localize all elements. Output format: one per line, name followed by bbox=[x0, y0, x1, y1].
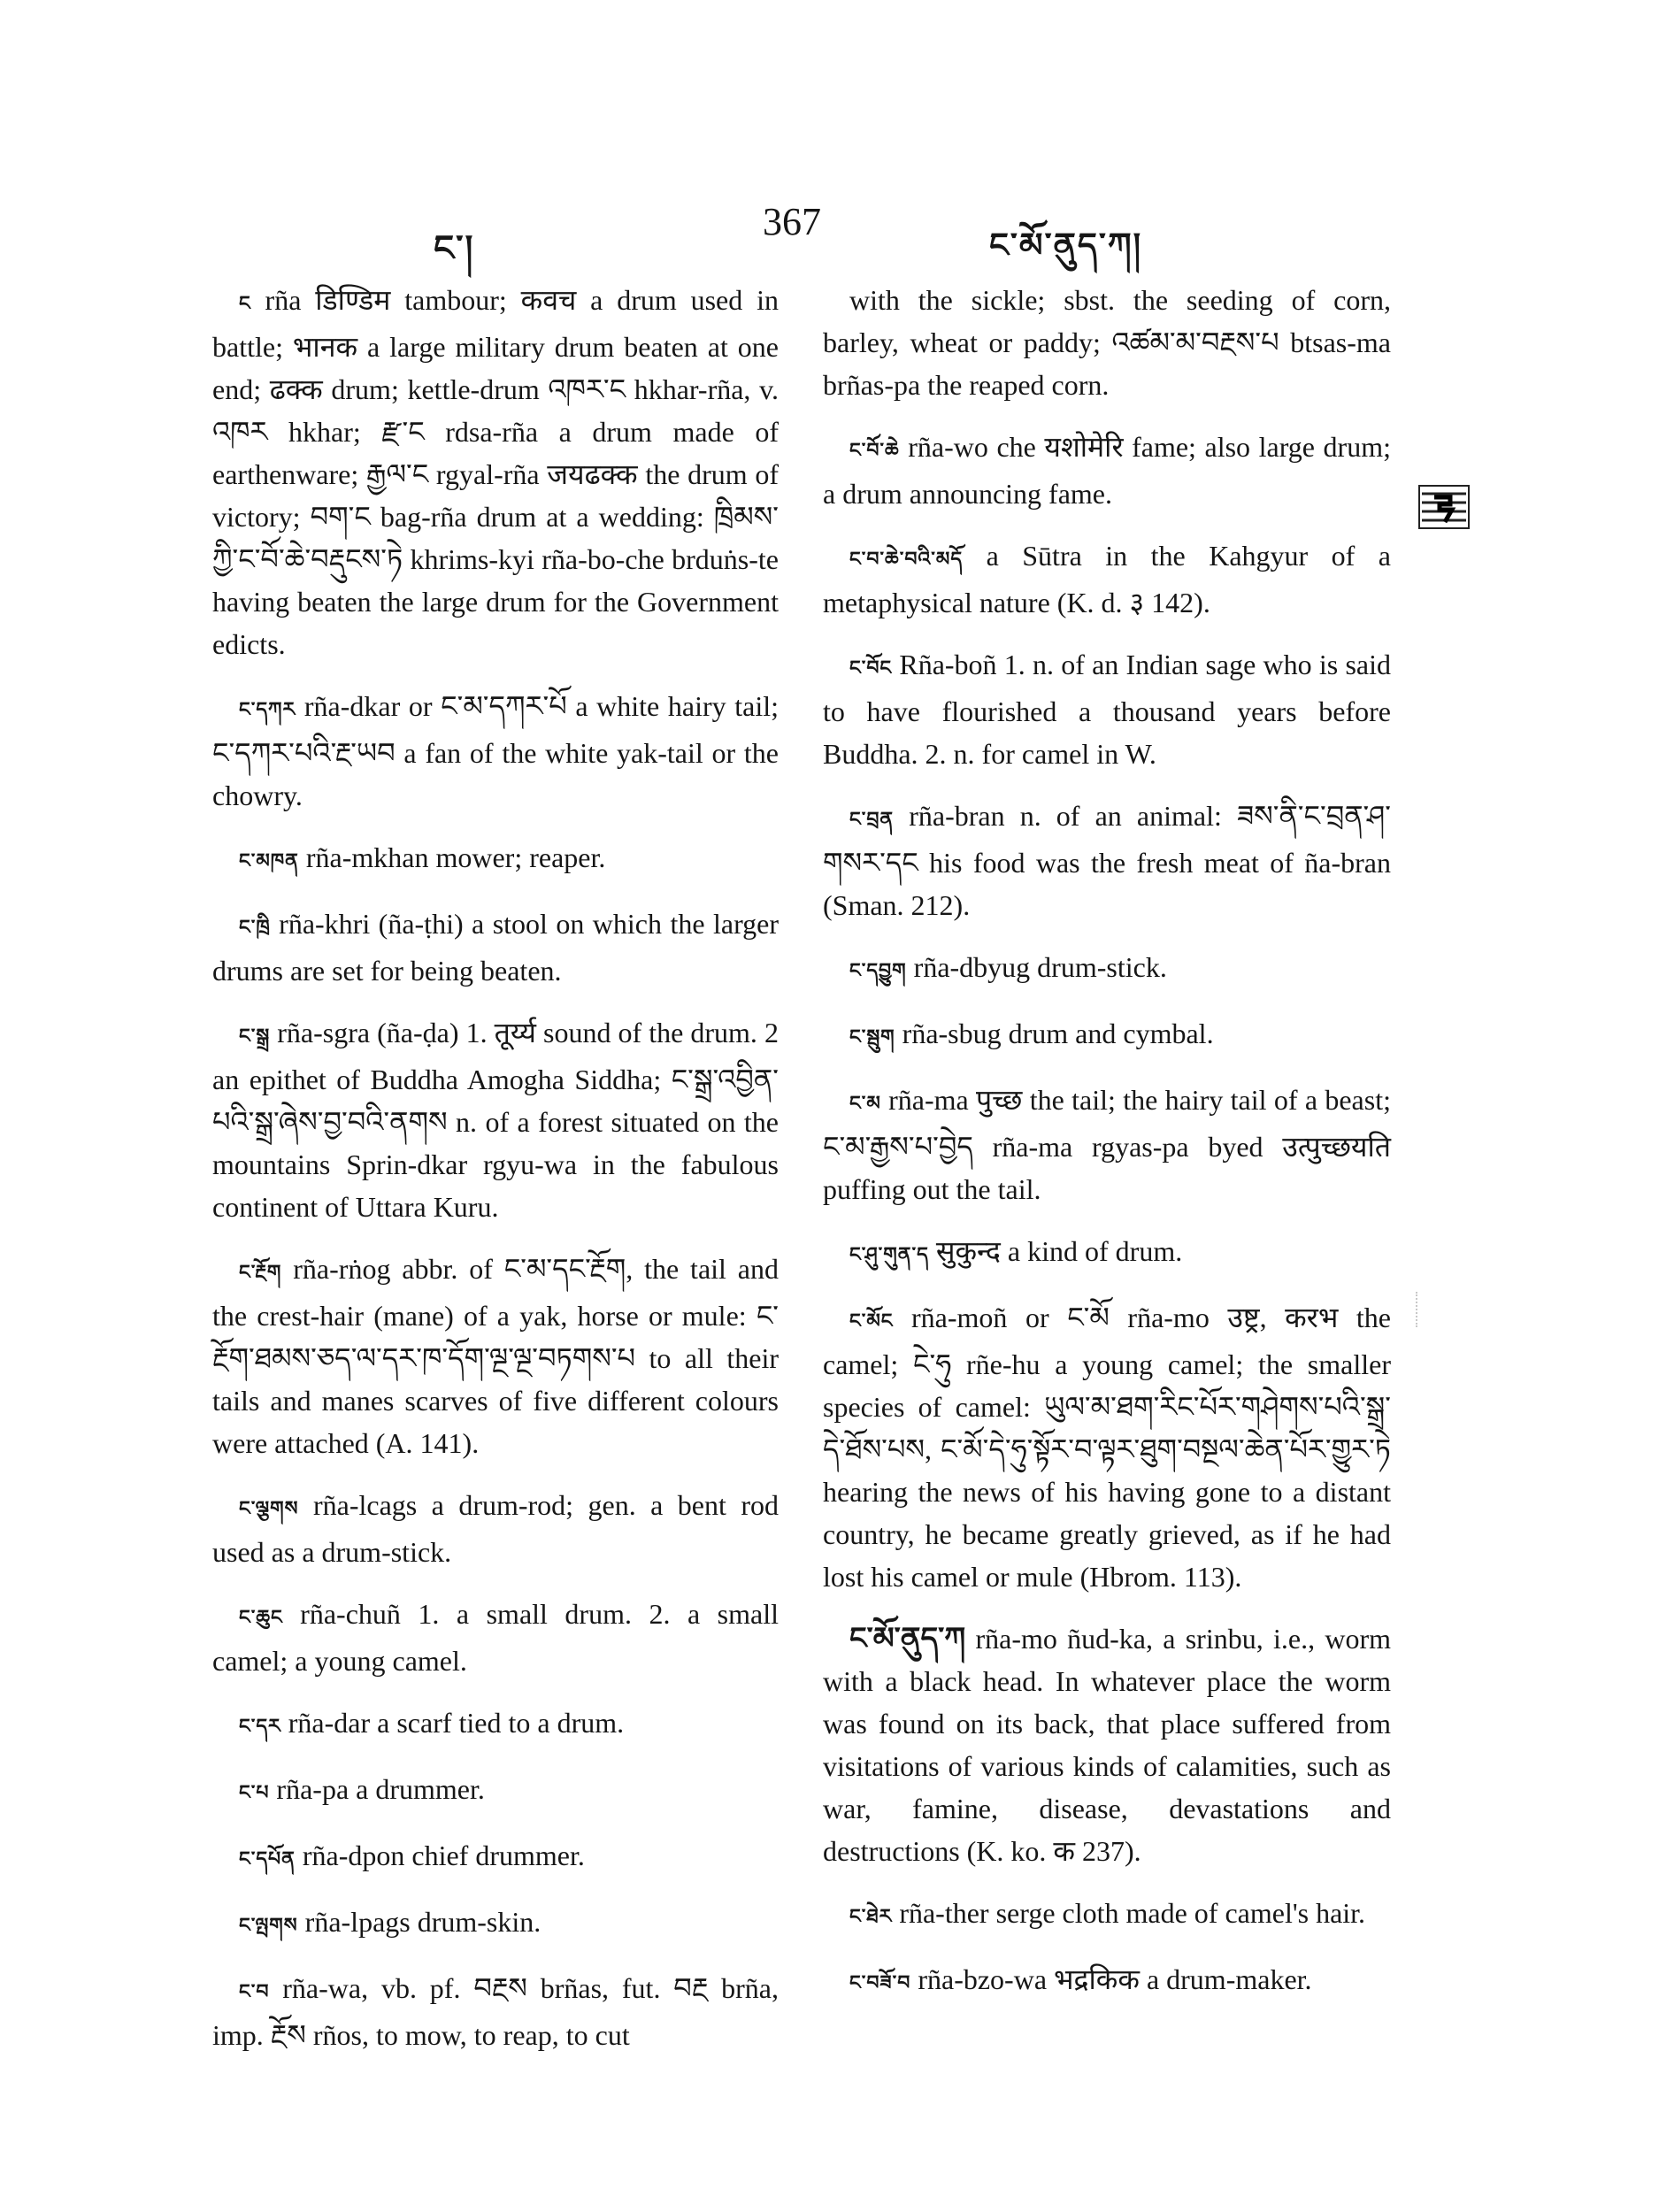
dictionary-entry bbox=[212, 1768, 779, 1815]
entry-definition: rña-pa a drummer. bbox=[269, 1773, 485, 1805]
page-number: 367 bbox=[763, 200, 821, 243]
entry-headword: ང་བོང bbox=[849, 657, 893, 680]
entry-definition: rña-lcags a drum-rod; gen. a bent rod used as a drum-stick. bbox=[212, 1489, 779, 1568]
dictionary-entry bbox=[823, 795, 1391, 926]
dictionary-entry bbox=[823, 1296, 1391, 1598]
entry-definition: rña डिण्डिम tambour; कवच a drum used in battle; भानक a large military drum beaten at one end; ढक्क drum; kettle-drum འཁར་ང hkhar-rña, v. འཁར hkhar; རྫ་ང rdsa-rña a drum made of earthenware; རྒྱལ་ང rgyal-rña जयढक्क the drum of victory; བག་ང bag-rña drum at a wedding: ཁྲིམས་ཀྱི་ང་བོ་ཆེ་བརྡུངས་ཏེ khrims-kyi rña-bo-che brduṅs-te having beaten the large drum for the Government edicts. bbox=[212, 284, 779, 660]
entry-headword: ང་ཤུ་གུན་ད bbox=[849, 1244, 929, 1266]
entry-headword: ང་དར bbox=[239, 1716, 281, 1738]
entry-headword: ང་བོ་ཆེ bbox=[849, 440, 900, 462]
entry-headword: ང་མཁན bbox=[239, 850, 299, 872]
dictionary-entry bbox=[823, 1079, 1391, 1210]
entry-definition: rña-wo che यशोमेरि fame; also large drum; a drum announcing fame. bbox=[823, 431, 1391, 510]
entry-definition: सुकुन्द a kind of drum. bbox=[928, 1235, 1183, 1267]
scan-speck bbox=[1416, 1292, 1420, 1327]
dictionary-entry bbox=[823, 426, 1391, 515]
right-column bbox=[823, 279, 1391, 2024]
entry-headword: ང་སྦུག bbox=[849, 1026, 895, 1048]
dictionary-entry bbox=[212, 1248, 779, 1464]
dictionary-entry bbox=[823, 1892, 1391, 1939]
entry-headword: ང་མ bbox=[849, 1093, 881, 1115]
entry-definition: rña-khri (ña-ṭhi) a stool on which the larger drums are set for being beaten. bbox=[212, 908, 779, 987]
entry-definition: Rña-boñ 1. n. of an Indian sage who is said to have flourished a thousand years before Buddha. 2. n. for camel in W. bbox=[823, 649, 1391, 770]
entry-definition: rña-sgra (ña-ḍa) 1. तूर्य्य sound of the drum. 2 an epithet of Buddha Amogha Siddha; ང་སྒྲ་འབྱིན་པའི་སྒྲ་ཞེས་བྱ་བའི་ནགས n. of a forest situated on the mountains Sprin-dkar rgyu-wa in the fabulous continent of Uttara Kuru. bbox=[212, 1017, 779, 1223]
entry-headword: ང་ལྤགས bbox=[239, 1915, 298, 1937]
entry-headword: ང་པ bbox=[239, 1782, 270, 1804]
entry-headword: ང་སྒྲ bbox=[239, 1025, 271, 1048]
entry-definition: rña-dbyug drum-stick. bbox=[906, 951, 1167, 983]
entry-definition: rña-dar a scarf tied to a drum. bbox=[280, 1707, 625, 1739]
square-tab-icon bbox=[1418, 485, 1470, 529]
entry-definition: rña-ther serge cloth made of camel's hair. bbox=[892, 1897, 1366, 1929]
entry-headword: ང་ཁྲི bbox=[239, 917, 271, 939]
dictionary-entry bbox=[212, 1011, 779, 1228]
entry-definition: rña-bzo-wa भद्रकिक a drum-maker. bbox=[910, 1963, 1312, 1995]
entry-headword: ང་རྔོག bbox=[239, 1262, 282, 1284]
entry-headword: ང་མོང bbox=[849, 1310, 894, 1333]
dictionary-entry bbox=[212, 685, 779, 817]
dictionary-entry bbox=[212, 279, 779, 665]
entry-definition: rña-wa, vb. pf. བརྔས brñas, fut. བརྔ brña, imp. རྔོས rños, to mow, to reap, to cut bbox=[212, 1972, 779, 2051]
entry-headword: ང bbox=[239, 293, 251, 315]
entry-definition: rña-rṅog abbr. of ང་མ་དང་རྔོག, the tail and the crest-hair (mane) of a yak, horse or mule: ང་རྔོག་ཐམས་ཅད་ལ་དར་ཁ་དོག་ལྔ་ལྔ་བཏགས་པ to all their tails and manes scarves of five different colours were attached (A. 141). bbox=[212, 1253, 779, 1459]
entry-definition: rña-lpags drum-skin. bbox=[297, 1906, 541, 1938]
entry-definition: a Sūtra in the Kahgyur of a metaphysical nature (K. d. ३ 142). bbox=[823, 540, 1391, 618]
dictionary-entry bbox=[823, 1617, 1391, 1872]
entry-headword: ང་བཟོ་བ bbox=[849, 1972, 911, 1994]
dictionary-entry bbox=[212, 1701, 779, 1748]
dictionary-entry bbox=[212, 902, 779, 992]
entry-definition: rña-mkhan mower; reaper. bbox=[298, 841, 606, 873]
header-right-headword: ང་མོ་ནུད་ཀ། bbox=[989, 226, 1143, 265]
dictionary-entry bbox=[823, 1230, 1391, 1277]
page-header bbox=[0, 199, 1659, 270]
entry-headword: ང་བྲན bbox=[849, 809, 895, 831]
dictionary-entry bbox=[212, 1967, 779, 2056]
dictionary-entry bbox=[823, 643, 1391, 775]
dictionary-entry bbox=[823, 1958, 1391, 2005]
entry-definition: rña-bran n. of an animal: ཟས་ནི་ང་བྲན་ཤ་གསར་དང his food was the fresh meat of ña-bran (Sman. 212). bbox=[823, 800, 1391, 921]
entry-definition: rña-dpon chief drummer. bbox=[295, 1839, 585, 1871]
entry-headword: ང་མོ་ནུད་ཀ bbox=[849, 1621, 966, 1656]
entry-headword: ང་ལྕགས bbox=[239, 1498, 299, 1520]
dictionary-entry bbox=[823, 946, 1391, 993]
dictionary-entry bbox=[212, 1901, 779, 1947]
entry-definition: with the sickle; sbst. the seeding of corn, barley, wheat or paddy; འཚམ་མ་བརྔས་པ btsas-ma brñas-pa the reaped corn. bbox=[823, 284, 1391, 401]
entry-definition: rña-sbug drum and cymbal. bbox=[895, 1018, 1214, 1049]
dictionary-entry bbox=[823, 534, 1391, 624]
entry-headword: ང་དཀར bbox=[239, 699, 296, 721]
entry-definition: rña-moñ or ང་མོ rña-mo उष्ट्र, करभ the camel; ངེ་ཧུ rñe-hu a young camel; the smaller species of camel: ཡུལ་མ་ཐག་རིང་པོར་གཤེགས་པའི་སྒྲ་དེ་ཐོས་པས, ང་མོ་དེ་ཧུ་སྟོར་བ་ལྟར་ཐུག་བསྔལ་ཆེན་པོར་གྱུར་ཏེ hearing the news of his having gone to a distant country, he became greatly grieved, as if he had lost his camel or mule (Hbrom. 113). bbox=[823, 1302, 1391, 1593]
entry-definition: rña-mo ñud-ka, a srinbu, i.e., worm with a black head. In whatever place the worm was found on its back, that place suffered from visitations of various kinds of calamities, such as war, famine, disease, devastations and destructions (K. ko. क 237). bbox=[823, 1623, 1391, 1867]
dictionary-entry bbox=[823, 279, 1391, 406]
entry-headword: ང་དབྱུག bbox=[849, 960, 907, 982]
entry-headword: ང་དཔོན bbox=[239, 1848, 296, 1870]
dictionary-entry bbox=[212, 1834, 779, 1881]
dictionary-entry bbox=[212, 1484, 779, 1573]
dictionary-entry bbox=[823, 1012, 1391, 1059]
dictionary-entry bbox=[212, 836, 779, 883]
entry-headword: ང་བ bbox=[239, 1981, 270, 2003]
entry-definition: rña-dkar or ང་མ་དཀར་པོ a white hairy tail; ང་དཀར་པའི་རྔ་ཡབ a fan of the white yak-tail or the chowry. bbox=[212, 690, 779, 811]
left-column bbox=[212, 279, 779, 2076]
entry-definition: rña-chuñ 1. a small drum. 2. a small camel; a young camel. bbox=[212, 1598, 779, 1677]
entry-definition: rña-ma पुच्छ the tail; the hairy tail of a beast; ང་མ་རྒྱས་པ་བྱེད rña-ma rgyas-pa byed उत्पुच्छयति puffing out the tail. bbox=[823, 1084, 1391, 1205]
entry-headword: ང་ཆུང bbox=[239, 1607, 283, 1629]
header-left-headword: ང་། bbox=[434, 228, 475, 269]
entry-headword: ང་བ་ཆེ་བའི་མདོ bbox=[849, 549, 964, 571]
dictionary-entry bbox=[212, 1593, 779, 1682]
entry-headword: ང་ཐེར bbox=[849, 1906, 893, 1928]
